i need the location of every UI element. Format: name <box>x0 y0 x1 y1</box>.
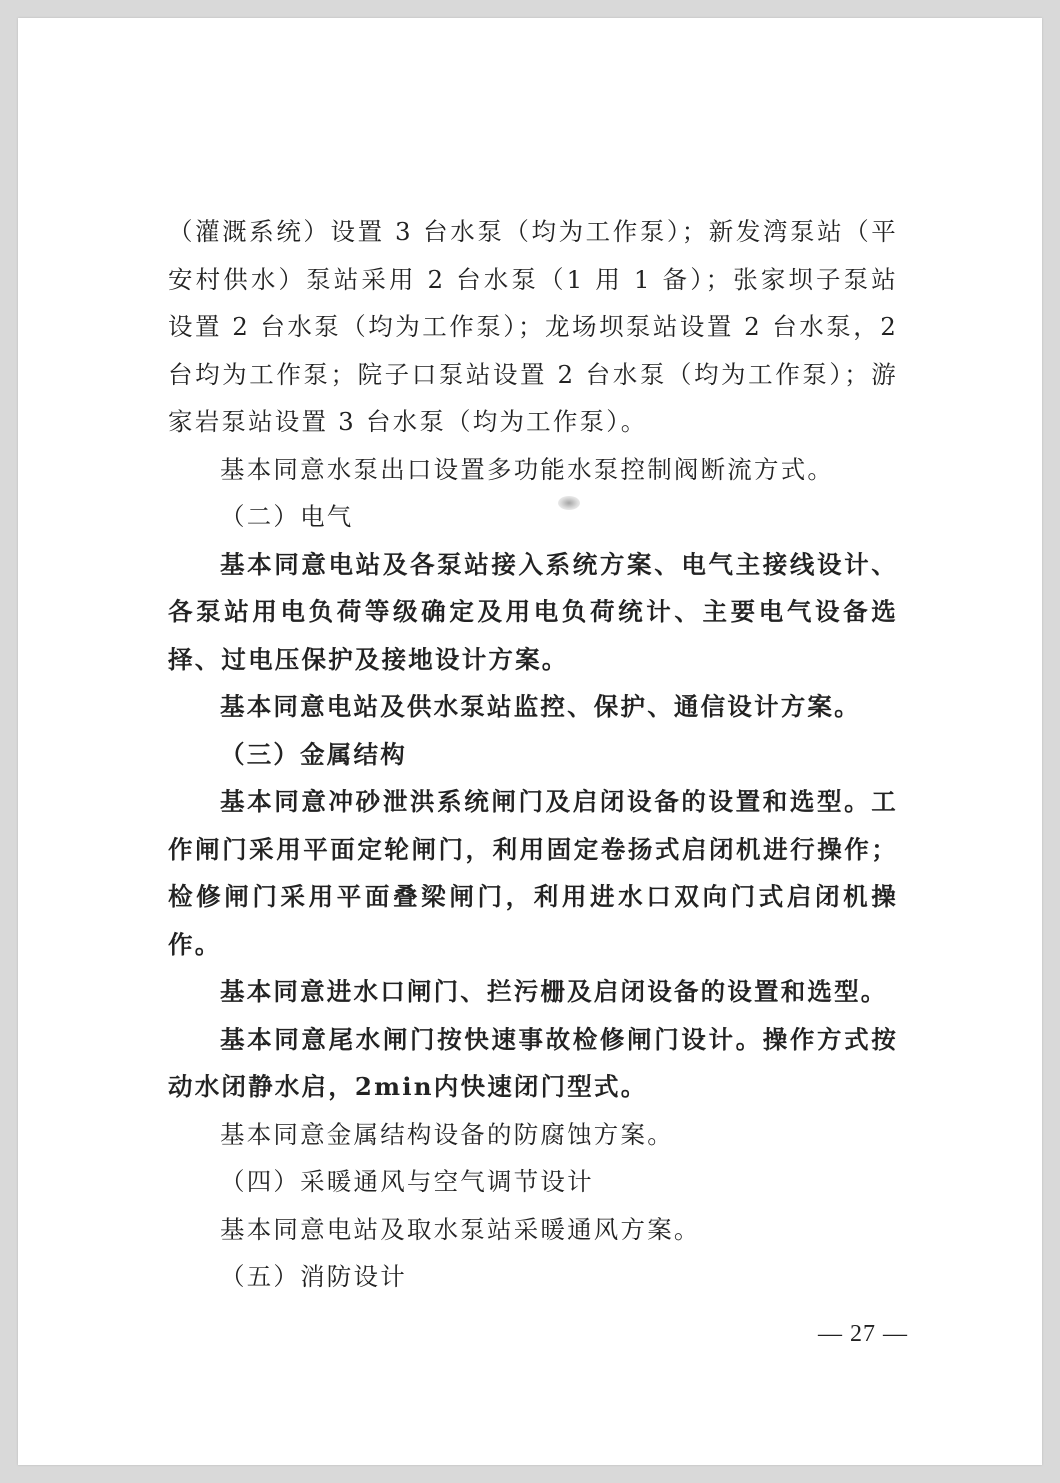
section-heading-fire-protection: （五）消防设计 <box>220 1262 407 1291</box>
paragraph-pump-stations: （灌溉系统）设置 3 台水泵（均为工作泵）；新发湾泵站（平安村供水）泵站采用 2 台水泵（1 用 1 备）；张家坝子泵站设置 2 台水泵（均为工作泵）；龙场坝泵站设置 2 台水泵，2 台均为工作泵；院子口泵站设置 2 台水泵（均为工作泵）；游家岩泵站设置 3 台水泵（均为工作泵）。 <box>168 217 898 436</box>
document-body <box>168 208 898 1301</box>
paragraph-hvac-plan: 基本同意电站及取水泵站采暖通风方案。 <box>220 1214 701 1244</box>
paragraph-electrical-system: 基本同意电站及各泵站接入系统方案、电气主接线设计、各泵站用电负荷等级确定及用电负荷统计、主要电气设备选择、过电压保护及接地设计方案。 <box>168 549 898 674</box>
paragraph-sluice-gates: 基本同意冲砂泄洪系统闸门及启闭设备的设置和选型。工作闸门采用平面定轮闸门，利用固定卷扬式启闭机进行操作；检修闸门采用平面叠梁闸门，利用进水口双向门式启闭机操作。 <box>168 787 898 959</box>
paragraph-tailwater-gates: 基本同意尾水闸门按快速事故检修闸门设计。操作方式按动水闭静水启，2min内快速闭门型式。 <box>168 1024 898 1101</box>
section-heading-metal-structures: （三）金属结构 <box>220 739 407 769</box>
section-heading-electrical: （二）电气 <box>220 502 354 531</box>
paragraph-intake-gates: 基本同意进水口闸门、拦污栅及启闭设备的设置和选型。 <box>220 977 888 1006</box>
ink-smudge <box>558 496 580 510</box>
paragraph-pump-outlet-valve: 基本同意水泵出口设置多功能水泵控制阀断流方式。 <box>220 454 835 484</box>
document-page <box>18 18 1042 1465</box>
page-number: — 27 — <box>818 1321 908 1347</box>
paragraph-monitoring-protection: 基本同意电站及供水泵站监控、保护、通信设计方案。 <box>220 692 861 721</box>
paragraph-anticorrosion: 基本同意金属结构设备的防腐蚀方案。 <box>220 1119 674 1149</box>
section-heading-hvac: （四）采暖通风与空气调节设计 <box>220 1167 594 1196</box>
